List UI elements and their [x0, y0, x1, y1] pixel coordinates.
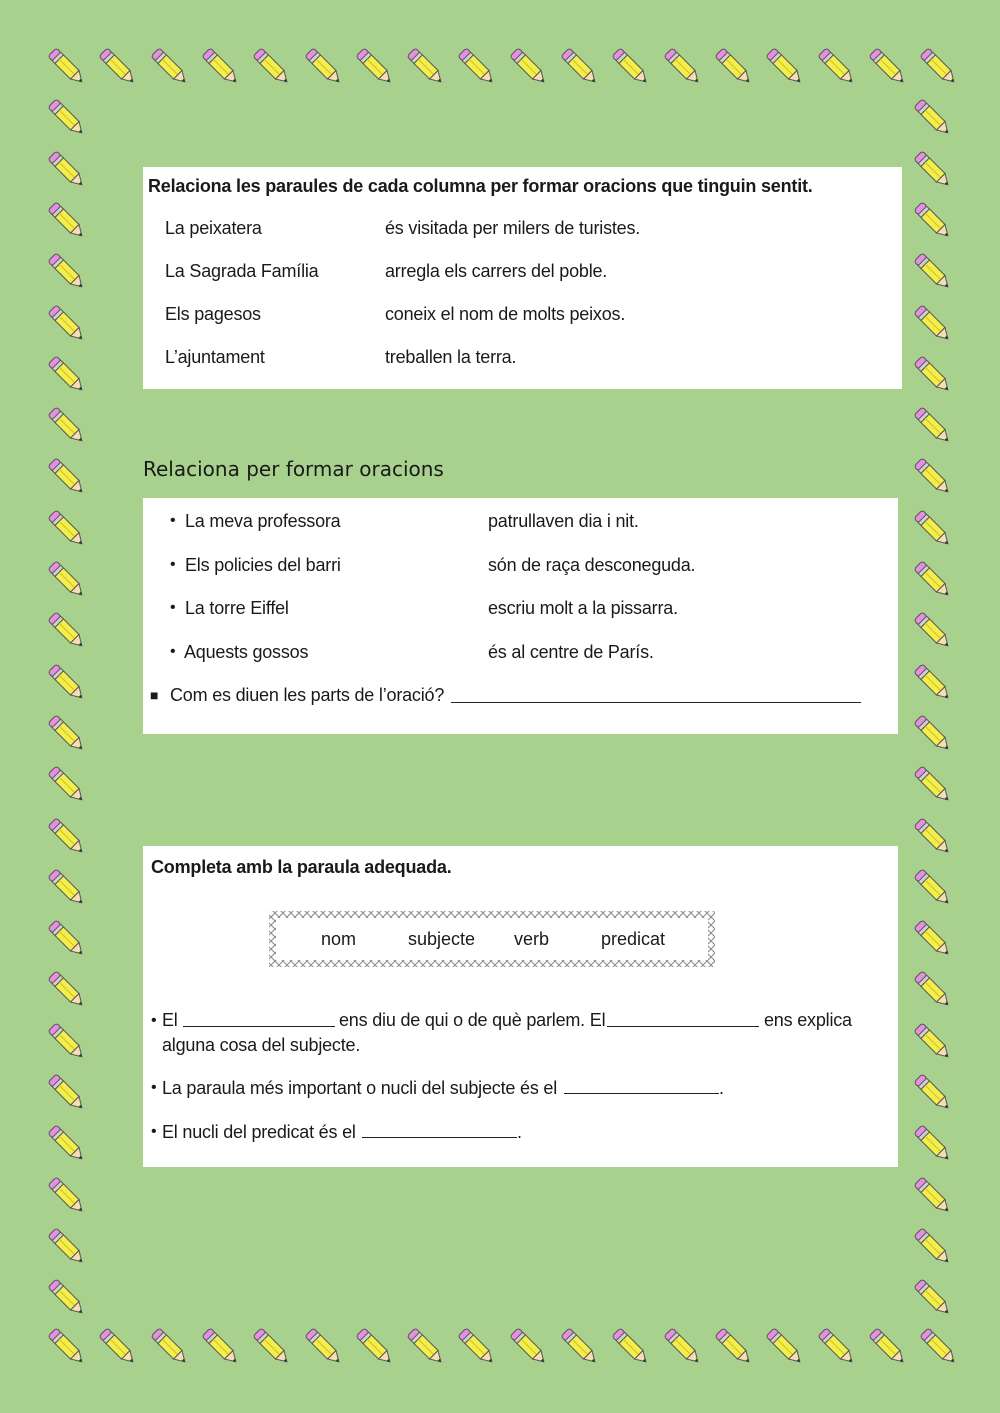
pencil-icon — [42, 42, 92, 92]
exercise-2-question: Com es diuen les parts de l’oració? — [170, 685, 445, 705]
pencil-icon — [908, 606, 958, 656]
pencil-icon — [196, 42, 246, 92]
exercise-2-panel — [143, 498, 898, 734]
pencil-icon — [606, 42, 656, 92]
bullet: • — [170, 599, 176, 616]
pencil-icon — [908, 504, 958, 554]
pencil-icon — [42, 1273, 92, 1323]
exercise-2-right-item: són de raça desconeguda. — [488, 555, 696, 575]
pencil-icon — [196, 1322, 246, 1372]
answer-blank[interactable] — [362, 1137, 517, 1138]
answer-blank[interactable] — [183, 1026, 335, 1027]
pencil-icon — [452, 1322, 502, 1372]
pencil-icon — [658, 1322, 708, 1372]
pencil-icon — [908, 863, 958, 913]
pencil-icon — [350, 42, 400, 92]
pencil-icon — [42, 452, 92, 502]
pencil-icon — [42, 1171, 92, 1221]
sentence-1-text: alguna cosa del subjecte. — [162, 1035, 361, 1055]
pencil-icon — [709, 1322, 759, 1372]
pencil-icon — [42, 247, 92, 297]
pencil-icon — [914, 1322, 964, 1372]
pencil-icon — [299, 1322, 349, 1372]
exercise-1-left-item: L’ajuntament — [165, 347, 265, 367]
pencil-icon — [908, 1171, 958, 1221]
pencil-icon — [908, 1017, 958, 1067]
pencil-icon — [908, 196, 958, 246]
pencil-icon — [247, 42, 297, 92]
pencil-icon — [863, 42, 913, 92]
sentence-2-end: . — [719, 1078, 724, 1098]
pencil-icon — [908, 299, 958, 349]
pencil-icon — [42, 1322, 92, 1372]
pencil-icon — [42, 1119, 92, 1169]
sentence-1-text: El — [162, 1010, 178, 1030]
word-bank — [267, 909, 717, 969]
pencil-icon — [658, 42, 708, 92]
pencil-icon — [863, 1322, 913, 1372]
bullet: • — [170, 643, 176, 660]
exercise-2-left-item: Els policies del barri — [185, 555, 341, 575]
pencil-icon — [606, 1322, 656, 1372]
pencil-icon — [908, 145, 958, 195]
pencil-icon — [93, 1322, 143, 1372]
pencil-icon — [760, 42, 810, 92]
pencil-icon — [760, 1322, 810, 1372]
pencil-icon — [42, 299, 92, 349]
pencil-icon — [709, 42, 759, 92]
pencil-icon — [908, 247, 958, 297]
pencil-icon — [247, 1322, 297, 1372]
word-bank-item[interactable]: subjecte — [408, 929, 476, 949]
exercise-1-right-item: coneix el nom de molts peixos. — [385, 304, 626, 324]
exercise-2-left-item: La torre Eiffel — [185, 598, 289, 618]
word-bank-item[interactable]: predicat — [601, 929, 666, 949]
pencil-icon — [42, 1222, 92, 1272]
pencil-icon — [908, 965, 958, 1015]
exercise-2-title: Relaciona per formar oracions — [143, 457, 444, 481]
exercise-1-left-item: Els pagesos — [165, 304, 261, 324]
pencil-icon — [42, 606, 92, 656]
pencil-icon — [42, 658, 92, 708]
pencil-icon — [42, 914, 92, 964]
pencil-icon — [908, 350, 958, 400]
pencil-icon — [42, 350, 92, 400]
pencil-icon — [42, 1017, 92, 1067]
pencil-icon — [42, 709, 92, 759]
bullet: • — [151, 1123, 157, 1140]
bullet: • — [170, 556, 176, 573]
exercise-1-instruction: Relaciona les paraules de cada columna per formar oracions que tinguin sentit. — [148, 176, 813, 196]
pencil-icon — [908, 1119, 958, 1169]
pencil-icon — [299, 42, 349, 92]
pencil-icon — [42, 401, 92, 451]
bullet: • — [151, 1079, 157, 1096]
pencil-icon — [145, 1322, 195, 1372]
exercise-2-right-item: patrullaven dia i nit. — [488, 511, 639, 531]
pencil-icon — [42, 196, 92, 246]
pencil-icon — [145, 42, 195, 92]
exercise-2-left-item: La meva professora — [185, 511, 341, 531]
pencil-icon — [908, 401, 958, 451]
pencil-icon — [555, 42, 605, 92]
sentence-3-end: . — [517, 1122, 522, 1142]
sentence-1-text: ens explica — [764, 1010, 852, 1030]
pencil-icon — [401, 42, 451, 92]
pencil-icon — [908, 1068, 958, 1118]
pencil-icon — [452, 42, 502, 92]
pencil-icon — [908, 914, 958, 964]
answer-blank[interactable] — [607, 1026, 759, 1027]
word-bank-item[interactable]: nom — [321, 929, 357, 949]
exercise-1-right-item: treballen la terra. — [385, 347, 517, 367]
exercise-1-left-item: La Sagrada Família — [165, 261, 319, 281]
pencil-icon — [42, 145, 92, 195]
pencil-icon — [908, 1273, 958, 1323]
answer-blank[interactable] — [564, 1093, 719, 1094]
exercise-1-left-item: La peixatera — [165, 218, 262, 238]
exercise-1-right-item: és visitada per milers de turistes. — [385, 218, 641, 238]
pencil-icon — [42, 555, 92, 605]
exercise-1-right-item: arregla els carrers del poble. — [385, 261, 608, 281]
pencil-icon — [42, 760, 92, 810]
exercise-2-right-item: és al centre de París. — [488, 642, 654, 662]
pencil-icon — [908, 658, 958, 708]
exercise-1-panel — [143, 167, 902, 389]
pencil-icon — [908, 93, 958, 143]
word-bank-item[interactable]: verb — [514, 929, 550, 949]
exercise-2-right-item: escriu molt a la pissarra. — [488, 598, 678, 618]
pencil-icon — [93, 42, 143, 92]
exercise-3-panel — [143, 846, 898, 1167]
pencil-icon — [914, 42, 964, 92]
pencil-icon — [908, 709, 958, 759]
sentence-1-text: ens diu de qui o de què parlem. El — [339, 1010, 606, 1030]
pencil-icon — [504, 1322, 554, 1372]
pencil-icon — [350, 1322, 400, 1372]
pencil-icon — [42, 504, 92, 554]
pencil-icon — [555, 1322, 605, 1372]
pencil-icon — [42, 812, 92, 862]
bullet: • — [151, 1012, 157, 1029]
pencil-icon — [908, 452, 958, 502]
pencil-icon — [401, 1322, 451, 1372]
sentence-3-text: El nucli del predicat és el — [162, 1122, 356, 1142]
pencil-icon — [812, 42, 862, 92]
bullet: • — [170, 512, 176, 529]
exercise-2-left-item: Aquests gossos — [184, 642, 309, 662]
exercise-3-instruction: Completa amb la paraula adequada. — [151, 857, 452, 877]
pencil-icon — [42, 965, 92, 1015]
pencil-icon — [908, 812, 958, 862]
pencil-icon — [42, 93, 92, 143]
pencil-icon — [908, 555, 958, 605]
pencil-icon — [812, 1322, 862, 1372]
pencil-icon — [504, 42, 554, 92]
square-bullet: ■ — [150, 687, 159, 703]
sentence-2-text: La paraula més important o nucli del subjecte és el — [162, 1078, 558, 1098]
pencil-icon — [908, 1222, 958, 1272]
answer-blank[interactable] — [451, 702, 861, 703]
pencil-icon — [908, 760, 958, 810]
pencil-icon — [42, 863, 92, 913]
pencil-icon — [42, 1068, 92, 1118]
